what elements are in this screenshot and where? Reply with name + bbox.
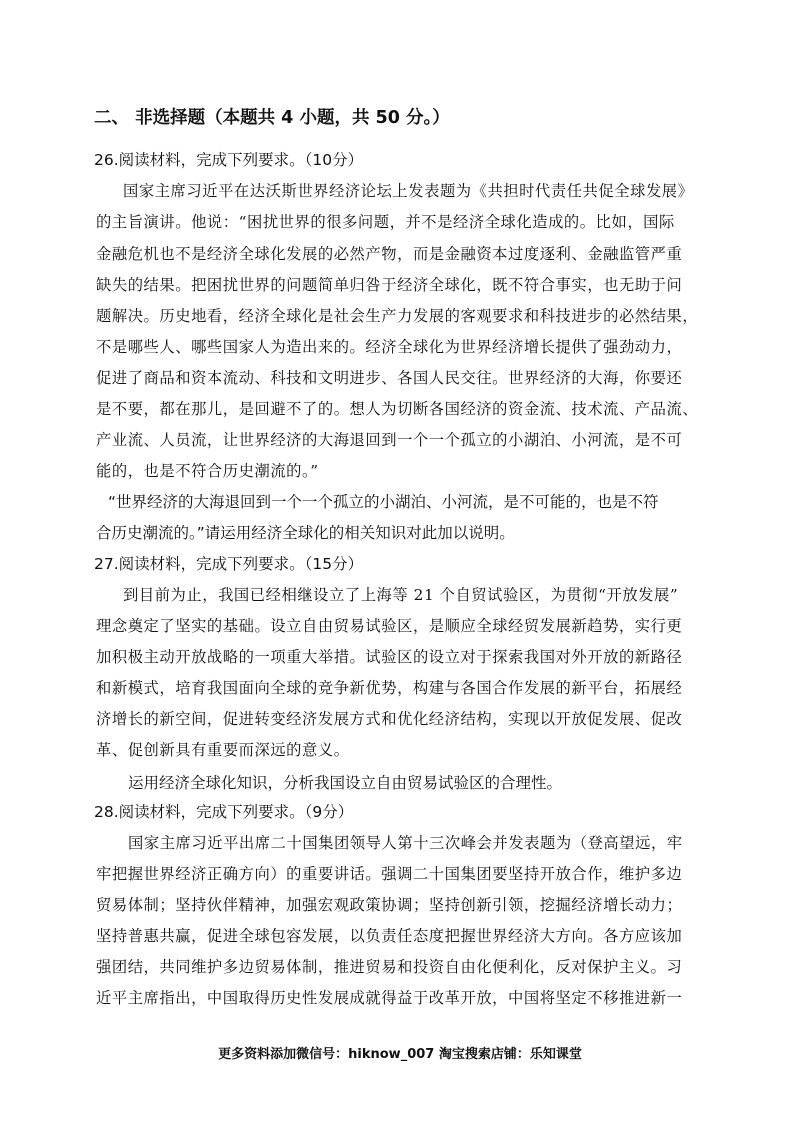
q28-line: 坚持普惠共赢，促进全球包容发展，以负责任态度把握世界经济大方向。各方应该加 — [96, 927, 683, 945]
q26-line: 国家主席习近平在达沃斯世界经济论坛上发表题为《共担时代责任共促全球发展》 — [123, 182, 694, 200]
q26-task: “世界经济的大海退回到一个一个孤立的小湖泊、小河流，是不可能的，也是不符 — [108, 493, 659, 511]
q26-line: 缺失的结果。把困扰世界的问题简单归咎于经济全球化，既不符合事实，也无助于问 — [96, 276, 683, 294]
q26-line: 的主旨演讲。他说：“困扰世界的很多问题，并不是经济全球化造成的。比如，国际 — [96, 213, 675, 231]
q27-line: 革、促创新具有重要而深远的意义。 — [96, 741, 350, 759]
q26-line: 金融危机也不是经济全球化发展的必然产物，而是金融资本过度逐利、金融监管严重 — [96, 245, 683, 263]
q28-line: 强团结，共同维护多边贸易体制，推进贸易和投资自由化便利化，反对保护主义。习 — [96, 958, 683, 976]
q28-line: 贸易体制；坚持伙伴精神，加强宏观政策协调；坚持创新引领，挖掘经济增长动力； — [96, 896, 683, 914]
q27-line: 和新模式，培育我国面向全球的竞争新优势，构建与各国合作发展的新平台，拓展经 — [96, 679, 683, 697]
q27-line: 到目前为止，我国已经相继设立了上海等 21 个自贸试验区，为贯彻“开放发展” — [123, 586, 679, 604]
q26-task: 合历史潮流的。”请运用经济全球化的相关知识对此加以说明。 — [96, 524, 515, 542]
q26-line: 促进了商品和资本流动、科技和文明进步、各国人民交往。世界经济的大海，你要还 — [96, 369, 683, 387]
q26-line: 题解决。历史地看，经济全球化是社会生产力发展的客观要求和科技进步的必然结果， — [96, 307, 699, 325]
q27-line: 理念奠定了坚实的基础。设立自由贸易试验区，是顺应全球经贸发展新趋势，实行更 — [96, 617, 683, 635]
q27-task: 运用经济全球化知识，分析我国设立自由贸易试验区的合理性。 — [128, 774, 563, 792]
q28-heading: 28.阅读材料，完成下列要求。（9分） — [94, 803, 354, 821]
q28-line: 近平主席指出，中国取得历史性发展成就得益于改革开放，中国将坚定不移推进新一 — [96, 989, 683, 1007]
q28-line: 牢把握世界经济正确方向）的重要讲话。强调二十国集团要坚持开放合作，维护多边 — [96, 865, 683, 883]
q27-line: 济增长的新空间，促进转变经济发展方式和优化经济结构，实现以开放促发展、促改 — [96, 710, 683, 728]
section-title: 二、 非选择题（本题共 4 小题，共 50 分。） — [94, 108, 450, 128]
q26-line: 能的，也是不符合历史潮流的。” — [96, 462, 319, 480]
q27-line: 加积极主动开放战略的一项重大举措。试验区的设立对于探索我国对外开放的新路径 — [96, 648, 683, 666]
q27-heading: 27.阅读材料，完成下列要求。（15分） — [94, 555, 364, 573]
footer-ad: 更多资料添加微信号：hiknow_007 淘宝搜索店铺：乐知课堂 — [218, 1047, 582, 1062]
q28-line: 国家主席习近平出席二十国集团领导人第十三次峰会并发表题为（登高望远，牢 — [128, 834, 683, 852]
q26-line: 不是哪些人、哪些国家人为造出来的。经济全球化为世界经济增长提供了强劲动力， — [96, 338, 683, 356]
q26-heading: 26.阅读材料，完成下列要求。（10分） — [94, 151, 364, 169]
q26-line: 是不要，都在那儿，是回避不了的。想人为切断各国经济的资金流、技术流、产品流、 — [96, 400, 699, 418]
q26-line: 产业流、人员流，让世界经济的大海退回到一个一个孤立的小湖泊、小河流，是不可 — [96, 431, 683, 449]
